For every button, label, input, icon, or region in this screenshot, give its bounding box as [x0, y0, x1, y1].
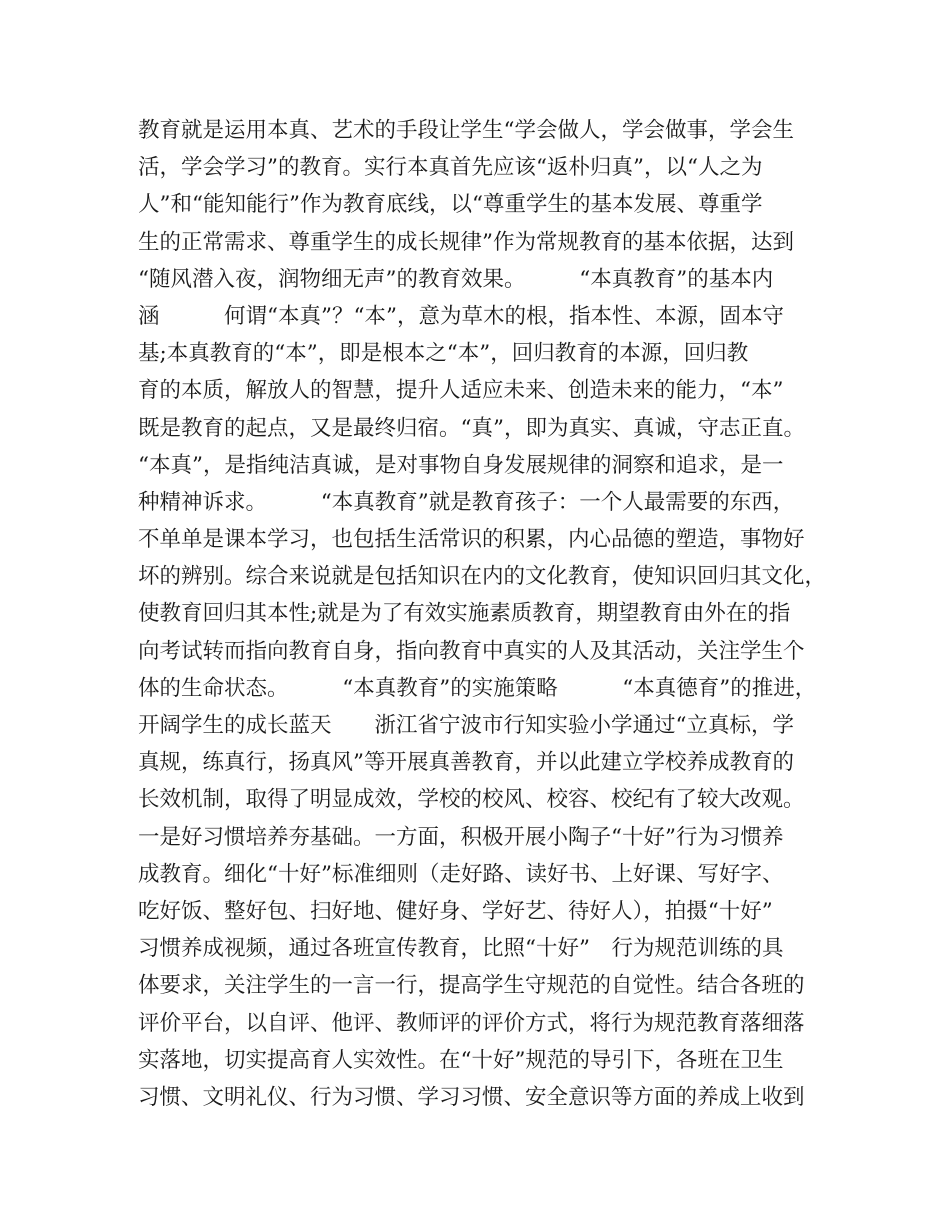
text-line: 坏的辨别。综合来说就是包括知识在内的文化教育，使知识回归其文化， — [138, 564, 827, 590]
text-line: 实落地，切实提高育人实效性。在“十好”规范的导引下，各班在卫生 — [138, 1047, 784, 1073]
text-line: “随风潜入夜，润物细无声”的教育效果。 “本真教育”的基本内 — [138, 266, 774, 292]
text-line: 教育就是运用本真、艺术的手段让学生“学会做人，学会做事，学会生 — [138, 118, 794, 143]
text-line: 开阔学生的成长蓝天 浙江省宁波市行知实验小学通过“立真标，学 — [138, 713, 794, 738]
text-line: 一是好习惯培养夯基础。一方面，积极开展小陶子“十好”行为习惯养 — [138, 824, 784, 850]
text-line: 评价平台，以自评、他评、教师评的评价方式，将行为规范教育落细落 — [138, 1010, 805, 1036]
text-line: 长效机制，取得了明显成效，学校的校风、校容、校纪有了较大改观。 — [138, 787, 805, 813]
text-line: 成教育。细化“十好”标准细则（走好路、读好书、上好课、写好字、 — [138, 861, 784, 887]
text-line: 习惯、文明礼仪、行为习惯、学习习惯、安全意识等方面的养成上收到 — [138, 1084, 805, 1110]
text-line: 使教育回归其本性;就是为了有效实施素质教育，期望教育由外在的指 — [138, 601, 791, 627]
body-text — [138, 112, 828, 1116]
text-line: 种精神诉求。 “本真教育”就是教育孩子：一个人最需要的东西， — [138, 489, 795, 515]
text-line: 不单单是课本学习，也包括生活常识的积累，内心品德的塑造，事物好 — [138, 527, 805, 553]
text-line: 既是教育的起点，又是最终归宿。“真”，即为真实、真诚，守志正直。 — [138, 415, 805, 441]
text-line: 体要求，关注学生的一言一行，提高学生守规范的自觉性。结合各班的 — [138, 973, 805, 999]
text-line: 基;本真教育的“本”，即是根本之“本”，回归教育的本源，回归教 — [138, 341, 749, 367]
text-line: “本真”，是指纯洁真诚，是对事物自身发展规律的洞察和追求，是一 — [138, 452, 784, 478]
text-line: 育的本质，解放人的智慧，提升人适应未来、创造未来的能力，“本” — [138, 378, 784, 404]
text-line: 涵 何谓“本真”？“本”，意为草木的根，指本性、本源，固本守 — [138, 303, 784, 329]
text-line: 人”和“能知能行”作为教育底线，以“尊重学生的基本发展、尊重学 — [138, 192, 763, 218]
text-line: 真规，练真行，扬真风”等开展真善教育，并以此建立学校养成教育的 — [138, 750, 794, 776]
text-line: 向考试转而指向教育自身，指向教育中真实的人及其活动，关注学生个 — [138, 638, 805, 664]
text-line: 生的正常需求、尊重学生的成长规律”作为常规教育的基本依据，达到 — [138, 229, 794, 255]
text-line: 体的生命状态。 “本真教育”的实施策略 “本真德育”的推进， — [138, 675, 817, 701]
text-line: 吃好饭、整好包、扫好地、健好身、学好艺、待好人），拍摄“十好” — [138, 898, 773, 924]
text-line: 活，学会学习”的教育。实行本真首先应该“返朴归真”，以“人之为 — [138, 155, 763, 181]
text-line: 习惯养成视频，通过各班宣传教育，比照“十好” 行为规范训练的具 — [138, 936, 784, 962]
